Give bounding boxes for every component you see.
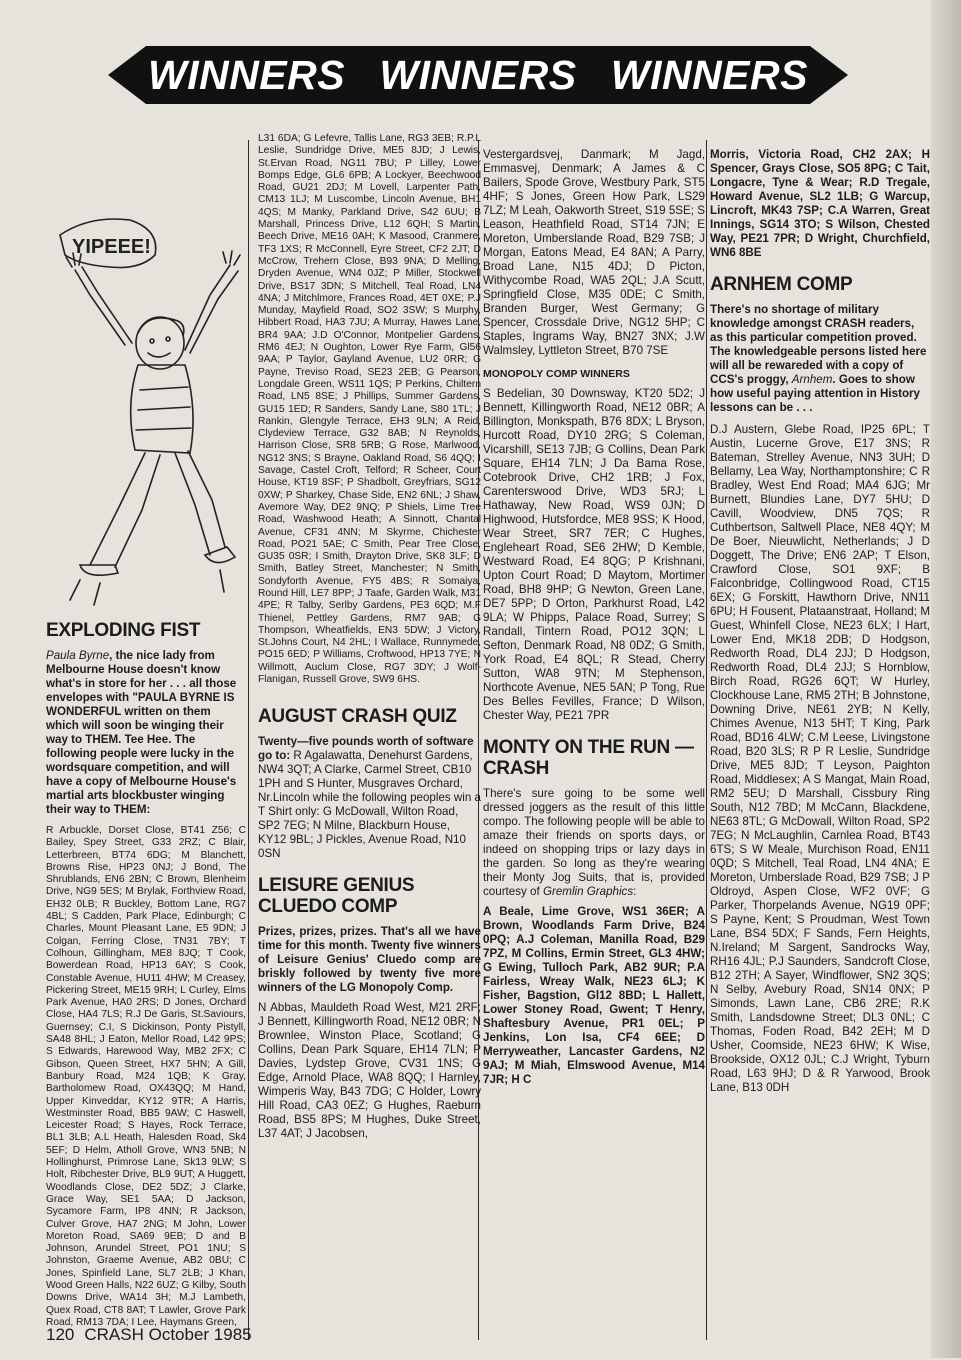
arnhem-heading: ARNHEM COMP [710, 274, 853, 295]
page-footer [46, 1325, 262, 1345]
column-rule [248, 140, 249, 1340]
arnhem-winners: D.J Austern, Glebe Road, IP25 6PL; T Austin, Lucerne Grove, E17 3NS; R Bateman, Strelley Avenue, NN3 3UH; D Bellamy, Lea Way, Northamptonshire; C R Bradley, West End Road; MA4 6JG; Mr Burnett, Blundies Lane, DY7 5HU; D Cavill, Woodview, DN5 7QS; R Cuthbertson, Saltwell Place, NE8 4QY; M De Boer, Nieuwlicht, Netherlands; J D Doggett, The Drive; EN6 2AP; T Elson, Crawford Close, SO1 9XF; B Falconbridge, Collingwood Road, CT15 6EX; G Forskitt, Hawthorn Drive, NN11 6PU; H Fousent, Plataanstraat, Holland; M Guest, Whinfell Close, NE23 6LX; I Hart, Lower End, MK18 2DB; D Hodgson, Redworth Road, DL4 2JJ; D Hodgson, Redworth Road, DL4 2JJ; S Hornblow, Birch Road, RG26 6QT; W Hurley, Clockhouse Lane, RM5 2TH; B Johnstone, Downing Drive, NE61 2YB; N Kelly, Chimes Avenue, N13 5HT; T King, Park Road, BD16 4LW; C.M Leese, Livingstone Road, B20 3LS; R P R Leslie, Sundridge Drive, ME5 8JD; T Leyson, Paighton Road, Middlesex; A S Mangat, Main Road, RM2 5EU; D Marshall, Cissbury Ring South, N12 7BD; M McCann, Blackdene, NE63 8TL; G McDowall, Wilton Road, SP2 7EG; N McLaughlin, Carnlea Road, BT43 6TS; S W Meale, Murchison Road, EN11 0QD; S Mitchell, Teal Road, LN4 4NA; E Moreton, Umberslade Road, B29 7SB; J P Oldroyd, Aspen Close, WF2 0VF; G Parker, Thorpelands Avenue, NG19 0PF; S Payne, Kent; S Proudman, West Town Lane, BS4 5DX; F Sands, Fern Heights, N.Ireland; M Sargent, Sandrocks Way, RH16 4JL; P.J Saunders, Sandcroft Close, B12 2TH; A Sayer, Windflower, SN2 3QS; N Selby, Avebury Road, SN14 0NX; P Simonds, Lawn Lane, CB6 2RE; R.K Smith, Landsdowne Street; DL3 0NL; C Thomas, Foden Road, B42 2EH; M D Usher, Coomside, NE23 6HW; K Wise, Brookside, OX12 0JL; C.J Wright, Tyburn Road, L63 9HJ; D & R Yarwood, Brook Lane, B13 0DH [710, 423, 930, 1094]
banner-word: WINNERS [148, 52, 346, 98]
arnhem-intro [710, 303, 930, 415]
winners-list-continued: L31 6DA; G Lefevre, Tallis Lane, RG3 3EB; R.P.L Leslie, Sundridge Drive, ME5 8JD; J Lewis, St.Ervan Road, NG11 7BU; P Lilley, Lower Bomps Edge, GL6 6PB; A Lockyer, Beechwood Road, GU21 2DJ; M Lovell, Larpenter Path, CM13 1LJ; M Luscombe, Lincoln Avenue, BH1 4QS; M Manky, Parkland Drive, S42 6UU; B Marshall, Princess Drive, L12 6QH; S Martin, Beech Drive, ME16 0AH; K Masood, Cranmere, TF3 1XS; R McConnell, Eyre Street, CF2 2JT; D McCrow, Trehern Close, B93 9NA; D Melling, Dryden Avenue, WN4 0JZ; P Miller, Stockwell Drive, BS17 3DN; S Mitchell, Teal Road, LN4 4NA; J Mitchlmore, Frances Road, 4ET 0XE; P.J Munday, Mayfield Road, SO2 3SW; S Murphy, Hibbert Road, HA3 7JU; A Murray, Hawes Lane, BR4 9AA; J.D O'Connor, Montpelier Gardens, RM6 4EJ; N Oughton, Lower Rye Farm, Gl56 9AA; P Taylor, Gayland Avenue, LU2 0RR; G Payne, Treviso Road, SE23 2EB; G Pearson, Longdale Green, WS11 1QS; P Perkins, Chiltern Road, LN5 8SE; J Phillips, Summer Gardens, GU15 1ED; R Sanders, Sandy Lane, S80 1TL; J Rankin, Glengyle Terrace, EH3 9LN; A Reid, Clydeview Terrace, G32 8AB; N Reynolds, Harrison Close, SR8 5RB; G Rose, Marlwood, NG12 3NS; S Brayne, Oakland Road, S6 4QQ; I Savage, Castel Croft, Telford; R Scheer, Court House, KT19 8SF; P Shadbolt, Greyfriars, SG12 0XW; P Sharkey, Chase Side, EN2 6NL; J Shaw, Avemore Way, DE2 9NQ; P Shiels, Lime Tree Road, Washwood Heath; A Sinnott, Chantal Avenue, CF31 4NN; M Skyrme, Chichester Road, PO21 5AE; C Smith, Pear Tree Close, GU35 0SR; I Smith, Drayton Drive, SK8 3LF; D Smith, Batley Street, Manchester; N Smith, Sondyforth Avenue, FY5 4BS; R Somaiya, Round Hill, LE7 8PP; J Taafe, Garden Walk, M31 4PE; R Talby, Serlby Gardens, PE3 6QD; M.F Thienel, Pettley Gardens, RM7 9AB; G Thompson, Wheatfields, EN3 5DW; J Victory, St.Johns Court, N4 2HL; I Wallace, Runnymede, PO15 6ED; P Williams, Croftwood, HP13 7YE; N Willmott, Auclum Close, RG7 3DY; J Wolf-Flanigan, Russell Grove, SW9 6HS. [258, 133, 481, 686]
arnhem-intro-end: . Goes to show how useful paying attention in History lessons can be . . . [710, 373, 920, 414]
column-rule [706, 140, 707, 1340]
intro-italic: Paula Byrne [46, 649, 110, 662]
exploding-fist-winners: R Arbuckle, Dorset Close, BT41 Z56; C Bailey, Spey Street, G33 2RZ; C Blair, Letterbreen, BT74 6DG; M Blanchett, Browns Rise, HP23 0NJ; J Bond, The Shrublands, EN6 2BN; C Brown, Blenheim Drive, NG9 5ES; M Brylak, Forthview Road, EH32 0LB; R Buckley, Bottom Lane, RG7 4BL; S Cadden, Park Place, Edinburgh; C Charles, Mount Pleasant Lane, E5 9DN; J Colgan, Ferring Close, TN31 7BY; T Colhoun, Gillingham, ME8 8JQ; T Cook, Bowerdean Road, HP13 6AY; S Cook, Constable Avenue, HU11 4HW; M Creasey, Pickering Street, ME15 9RH; L Curley, Elms Park Avenue, HA0 2RS; D Jones, Orchard Close, HA4 7LS; R.J De Garis, St.Saviours, Guernsey; C.I, S Dickinson, Ponty Pistyll, SA48 8HL; J Eaton, Mellor Road, L42 9PS; S Edwards, Harewood Way, MB2 2FX; C Gibson, Queen Street, HX7 5HN; A Gill, Banbury Road, M24 1QB; K Gray, Bartholomew Road, OX43QQ; M Hand, Upper Kinveddar, KY12 9TR; A Harris, Westminster Road, BB5 9AW; C Haswell, Leicester Road; S Hayes, Rock Terrace, BL1 3LB; A.L Heath, Halesden Road, Sk4 5EF; D Helm, Atholl Grove, WN3 5NB; N Hollinghurst, Primrose Lane, Sk13 9LW; S Holt, Ribchester Drive, BL9 9UT; A Huggett, Woodlands Close, DE2 5DZ; J Clarke, Grace Way, SE1 5AA; D Jackson, Sycamore Farm, IP8 4NN; R Jackson, Culver Grove, HA7 2NG; M John, Lower Moreton Road, SA69 9EB; D and B Johnson, Arundel Street, PO1 1NU; S Johnston, Graeme Avenue, AB2 0BU; C Jones, Spinfield Lane, SL7 2LB; J Khan, Wood Green Halls, N22 6UZ; G Kilby, South Downs Drive, WA14 3H; M.J Lambeth, Quex Road, CT8 8AT; T Lawler, Grove Park Road, RM13 7DA; I Lee, Haymans Green, [46, 825, 246, 1328]
august-quiz-text [258, 735, 481, 861]
page-number: 120 [46, 1325, 75, 1344]
page-edge [931, 0, 961, 1358]
column-1 [46, 620, 246, 1360]
magazine-issue: CRASH October 1985 [84, 1325, 252, 1344]
column-3 [483, 148, 705, 1343]
monty-heading: MONTY ON THE RUN — CRASH [483, 736, 694, 779]
monty-intro: There's sure going to be some well dressed joggers as the result of this little compo. The following people will be able to amaze their friends on sports days, or indeed on shopping trips or lazy days in the garden. So long as they're wearing their Monty Jog Suits, that is, provided courtesy of Gremlin Graphics: [483, 786, 705, 898]
monty-winners: A Beale, Lime Grove, WS1 36ER; A Brown, Woodlands Farm Drive, B24 0PQ; A.J Coleman, Manilla Road, B29 7PZ, M Collins, Ermin Street, GL3 4HW; G Ewing, Tulloch Park, AB2 9UR; P.A Fairless, Wreay Walk, NE23 6LJ; K Fisher, Bagstion, Gl12 8BD; L Hallett, Lower Stoney Road, Gwent; T Henry, Shaftesbury Avenue, PR1 0EL; P Jenkins, Lon Isa, CF4 6EE; D Merryweather, Lancaster Gardens, N2 9AJ; M Miah, Elmswood Avenue, M14 7JR; H C [483, 904, 705, 1086]
monty-intro-text: There's sure going to be some well dressed joggers as the result of this little compo. The following people will be able to amaze their friends on sports days, or indeed on shopping trips or lazy days in the garden. So long as they're wearing their Monty Jog Suits, that is, provided courtesy of [483, 786, 705, 898]
cheering-figure-illustration [20, 175, 250, 615]
august-quiz-winners: R Agalawatta, Denehurst Gardens, NW4 3QT; A Clarke, Carmel Street, CB10 1PH and S Hunter, Musgraves Orchard, Nr.Lincoln while the following peoples win a T Shirt only: G McDowall, Wilton Road, SP2 7EG; N Milne, Blackburn House, KY12 9BL; J Pickles, Avenue Road, N10 0SN [258, 749, 481, 861]
intro-text: , the nice lady from Melbourne House doesn't know what's in store for her . . . all those envelopes with "PAULA BYRNE IS WONDERFUL written on them which will soon be winging their way to THEM. Tee Hee. The following people were lucky in the wordsquare competition, and will have a copy of Melbourne House's martial arts blockbuster winging their way to THEM: [46, 649, 237, 816]
yipeee-caption: YIPEEE! [72, 236, 151, 258]
cluedo-heading: LEISURE GENIUS CLUEDO COMP [258, 875, 415, 918]
banner-words [148, 52, 808, 99]
column-2 [258, 133, 481, 1343]
banner-word: WINNERS [379, 52, 577, 98]
monopoly-winners: S Bedelian, 30 Downsway, KT20 5D2; J Bennett, Killingworth Road, NE12 0BR; A Billington, Monkspath, B76 8DX; L Bryson, Hurcott Road, DY10 2RG; S Coleman, Vicarshill, SE13 7JB; G Collins, Dean Park Square, EH14 7LN; J Da Bama Rose, Cotebrook Drive, CH2 1RB; J Fox, Carenterswood Drive, WD3 5RJ; L Hathaway, New Road, WS9 0JN; D Highwood, Hutsfordce, ME8 9SS; K Hood, Wear Street, SR7 7ER; C Hughes, Engleheart Road, SE6 2HW; D Kemble, Westward Road, E4 8QG; P Krishnani, Upton Court Road; D Maytom, Mortimer Road, BH8 9HP; G Newton, Green Lane, DE7 5PP; D Orton, Parkhurst Road, L42 9LA; W Phipps, Palace Road, Surrey; S Randall, Tintern Road, PO12 3QN; L Sefton, Denmark Road, N8 0DZ; G Smith, York Road, E4 8QL; R Stead, Cherry Sutton, WA8 9TN; M Stephenson, Northcote Avenue, NE5 5AN; P Tong, Rue Des Belles Fevilles, France; D Wilson, Chester Way, PE21 7PR [483, 386, 705, 722]
banner-word: WINNERS [610, 52, 808, 98]
cluedo-intro: Prizes, prizes, prizes. That's all we have time for this month. Twenty five winners of Leisure Genius' Cluedo comp are briskly followed by twenty five more winners of the LG Monopoly Comp. [258, 925, 481, 995]
cluedo-winners: N Abbas, Mauldeth Road West, M21 2RF; J Bennett, Killingworth Road, NE12 0BR; N Brownlee, Winston Place, Scotland; G Collins, Dean Park Square, EH14 7LN; P Davies, Lydstep Grove, CV31 1NS; G Edge, Arnold Place, WA8 8QQ; I Harnley, Wimperis Way, B43 7DG; C Holder, Lowry Hill Road, CA3 0EZ; G Hughes, Raeburn Road, BS5 8PS; M Hughes, Duke Street, L37 4AT; J Jacobsen, [258, 1001, 481, 1141]
exploding-fist-intro [46, 649, 246, 817]
august-quiz-heading: AUGUST CRASH QUIZ [258, 706, 457, 728]
august-quiz-lead: Twenty—five pounds worth of software go to: [258, 735, 474, 763]
column-4 [710, 148, 930, 1343]
monopoly-subheading: MONOPOLY COMP WINNERS [483, 368, 630, 380]
arnhem-intro-italic: Arnhem [791, 373, 833, 386]
monty-intro-italic: Gremlin Graphics [542, 884, 634, 898]
arnhem-intro-text: There's no shortage of military knowledge amongst CRASH readers, as this particular competition proved. The knowledgeable persons listed here will all be rewareded with a copy of CCS's proggy, [710, 303, 927, 386]
cluedo-winners-continued: Vestergardsvej, Danmark; M Jagd, Emmasvej, Denmark; A James & C Bailers, Spode Grove, Westbury Park, ST5 4HF; S Jones, Green How Park, LS29 7LZ; M Leah, Oakworth Street, S19 5SE; S Leason, Heathfield Road, ST14 7JN; E Moreton, Umberslande Road, B29 7SB; J Morgan, Eatons Mead, E4 8AN; A Parry, Broad Lane, N15 4DJ; D Picton, Withycombe Road, WA5 2QL; J.A Scutt, Springfield Close, M35 0DE; C Smith, Branden Burger, West Germany; G Spencer, Crossdale Drive, NG12 5HP; C Staples, Ingrams Way, BN27 3NX; J.W Walmsley, Lyttleton Street, B70 7SE [483, 148, 705, 357]
monty-winners-continued: Morris, Victoria Road, CH2 2AX; H Spencer, Grays Close, SO5 8PG; C Tait, Longacre, Tyne & Wear; R.D Tregale, Howard Avenue, SL2 1LB; G Warcup, Lincroft, MK43 7SP; C.A Warren, Great Innings, SG14 3TO; S Wilson, Chested Way, PE21 7PR; D Wright, Churchfield, WN6 8BE [710, 148, 930, 259]
exploding-fist-heading: EXPLODING FIST [46, 620, 201, 641]
